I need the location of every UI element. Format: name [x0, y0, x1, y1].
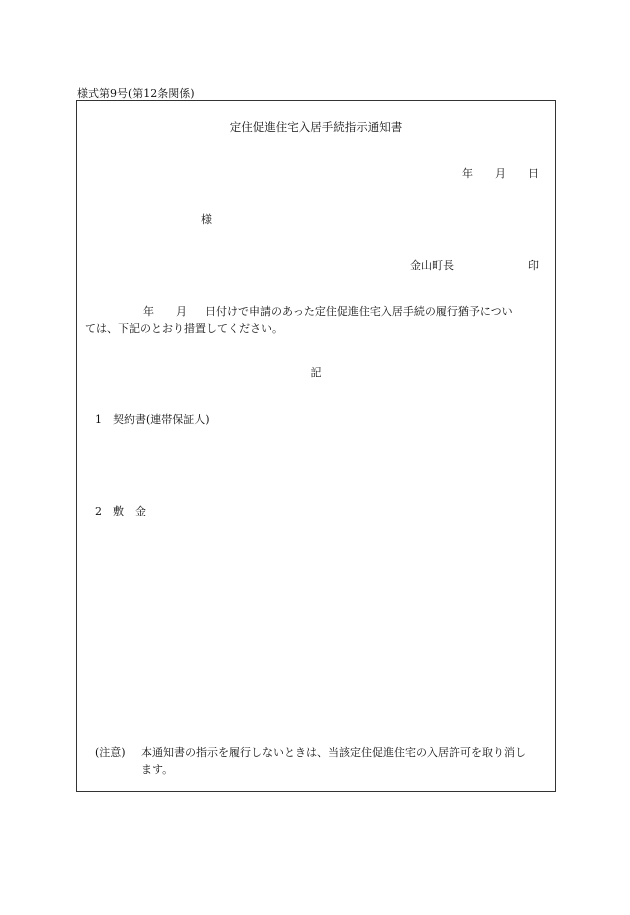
notice-form-frame: [76, 100, 556, 792]
body-text-line1: 日付けで申請のあった定住促進住宅入居手続の履行猶予につい: [205, 305, 513, 318]
body-year: 年: [143, 305, 154, 318]
item-number: 2: [95, 505, 102, 518]
document-title: 定住促進住宅入居手続指示通知書: [229, 120, 403, 134]
date-year: 年: [462, 167, 473, 180]
item-label: 契約書(連帯保証人): [113, 413, 210, 426]
date-day: 日: [528, 167, 539, 180]
item-label: 敷 金: [113, 505, 146, 518]
body-month: 月: [176, 305, 187, 318]
note-line1: 本通知書の指示を履行しないときは、当該定住促進住宅の入居許可を取り消し: [141, 746, 526, 759]
item-deposit: [95, 503, 146, 519]
form-number: 様式第9号(第12条関係): [77, 87, 195, 100]
body-text-line2: ては、下記のとおり措置してください。: [85, 322, 283, 335]
seal-mark: 印: [528, 259, 539, 272]
ki-heading: 記: [310, 366, 322, 379]
body-text: [85, 303, 547, 337]
item-contract: [95, 411, 210, 427]
note-label: (注意): [95, 746, 126, 759]
date-month: 月: [495, 167, 506, 180]
item-number: 1: [95, 413, 102, 426]
issuer-name: 金山町長: [410, 259, 454, 272]
note-line2: ます。: [141, 763, 174, 776]
addressee-suffix: 様: [201, 213, 212, 226]
date-line: [462, 165, 539, 181]
note: [95, 744, 547, 778]
